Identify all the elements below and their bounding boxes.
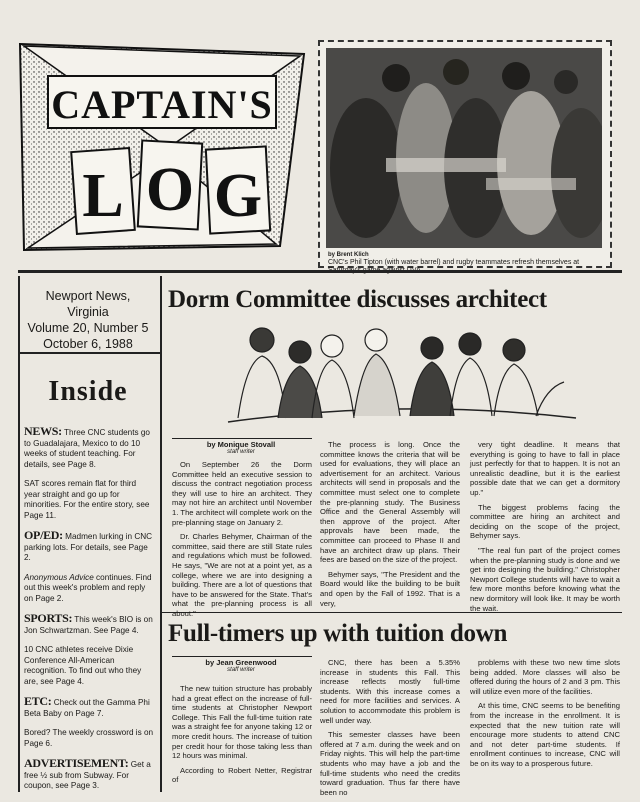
masthead-letter-g: G bbox=[213, 162, 263, 230]
issue-volume: Volume 20, Number 5 bbox=[27, 321, 149, 335]
story1-byline bbox=[174, 440, 308, 455]
masthead-logo bbox=[18, 36, 308, 258]
masthead-letter-l: L bbox=[82, 162, 124, 230]
story1-column-1 bbox=[172, 460, 312, 624]
story1-column-3 bbox=[470, 440, 620, 618]
left-column-border-right bbox=[160, 276, 162, 792]
story2-column-1 bbox=[172, 684, 312, 790]
masthead-title: CAPTAIN'S bbox=[51, 82, 273, 127]
issue-date: October 6, 1988 bbox=[43, 337, 133, 351]
story1-column-2 bbox=[320, 440, 460, 613]
inside-item: 10 CNC athletes receive Dixie Conference All-American recognition. To find out who they are, see Page 4. bbox=[24, 645, 142, 686]
issue-info bbox=[24, 288, 152, 352]
issue-divider bbox=[20, 352, 160, 354]
photo-caption: CNC's Phil Tipton (with water barrel) and rugby teammates refresh themselves at bbox=[328, 259, 580, 266]
story2-role: staff writer bbox=[227, 667, 255, 673]
story2-col1-para: The new tuition structure has probably had a great effect on the increase of full-time students at Christopher Newport College. This Fall the full-time tuition rate was a straight fee for anyone taking 12 or more credit hours. The increase of tuition per credit hour for those taking less than 12 hours was minimal. bbox=[172, 684, 312, 761]
issue-location: Newport News, Virginia bbox=[45, 289, 131, 319]
inside-item: SAT scores remain flat for third year straight and go up for minorities. For the entire story, see Page 11. bbox=[24, 479, 150, 520]
story1-col1-para: Dr. Charles Behymer, Chairman of the committee, said there are still State rules and regulations which must be followed. He says, "We are not at a point yet, as a college, where we are into designing a building. There are a lot of questions that have to be answered for the State. That's what the pre-planning process is all about." bbox=[172, 532, 312, 618]
story2-author: by Jean Greenwood bbox=[205, 658, 277, 667]
story1-col1-para: On September 26 the Dorm Committee held an executive session to discuss the contract negotiation process they will use to hire an architect. They may not hire an architect until November 1. The architect will complete work on the pre-planning stage on January 2. bbox=[172, 460, 312, 527]
story1-col3-para: "The real fun part of the project comes when the pre-planning study is done and we get into designing the building." Christopher Newport College students will have to wait a few more months before knowing what the new dormitory will look like. It may be worth the wait. bbox=[470, 545, 620, 613]
story1-role: staff writer bbox=[227, 449, 255, 455]
story2-col2-para: This semester classes have been offered at 7 a.m. during the week and on Friday nights. This will help the part-time students who may have a job and the full-time students who need the credits toward graduation. Thus far there have been no bbox=[320, 730, 460, 797]
story2-col3-para: problems with these two new time slots being added. More classes will also be offered during the hours of 2 and 3 pm. This will utilize even more of the facilities. bbox=[470, 658, 620, 696]
log-letter-box-l bbox=[71, 148, 135, 234]
story1-col2-para: Behymer says, "The President and the Board would like the building to be built and open by the Fall of 1992. That is a very, bbox=[320, 569, 460, 608]
masthead-divider bbox=[18, 270, 622, 273]
inside-item: ADVERTISEMENT: Get a free ½ sub from Subway. For coupon, see Page 3. bbox=[24, 756, 151, 790]
log-letter-box-o bbox=[138, 140, 202, 229]
story1-col2-para: The process is long. Once the committee knows the criteria that will be used for evaluations, they will place an advertisement for an architect. Various architects will send in proposals and the committee must select one to complete the pre-planning study. The Business Office and the General Assembly will then approve of the project. After approvals have been made, the committee can proceed to Phase II and have an architect draw up plans. Their fees are based on the size of the project. bbox=[320, 440, 460, 565]
rugby-photo-frame bbox=[318, 40, 612, 268]
inside-item: SPORTS: This week's BIO is on Jon Schwartzman. See Page 4. bbox=[24, 611, 153, 635]
story1-col3-para: The biggest problems facing the committee are hiring an architect and deciding on the scope of the project, Behymer says. bbox=[470, 502, 620, 541]
rugby-photo bbox=[326, 48, 602, 248]
story2-headline: Full-timers up with tuition down bbox=[168, 620, 508, 647]
story1-col3-para: very tight deadline. It means that everything is going to have to fall in place just perfectly for that to happen. It is not an unrealistic deadline, but it is the earliest possible date that we can get a dormitory up." bbox=[470, 440, 620, 497]
inside-heading: Inside bbox=[48, 376, 128, 407]
story2-column-3 bbox=[470, 658, 620, 774]
story2-byline bbox=[174, 658, 308, 673]
photo-credit: by Brent Klich bbox=[328, 252, 369, 258]
inside-item: ETC: Check out the Gamma Phi Beta Baby on Page 7. bbox=[24, 694, 150, 718]
inside-item: Anonymous Advice continues. Find out this week's problem and reply on Page 2. bbox=[24, 572, 152, 603]
inside-item: NEWS: Three CNC students go to Guadalajara, Mexico to do 10 weeks of student teaching. For details, see Page 8. bbox=[24, 424, 150, 469]
story2-column-2 bbox=[320, 658, 460, 802]
story2-col1-para: According to Robert Netter, Registrar of bbox=[172, 765, 312, 785]
inside-item: OP/ED: Madmen lurking in CNC parking lots. For details, see Page 2. bbox=[24, 528, 153, 562]
story1-headline: Dorm Committee discusses architect bbox=[168, 286, 547, 313]
masthead-letter-o: O bbox=[145, 156, 195, 224]
inside-list bbox=[24, 426, 154, 801]
story2-col3-para: At this time, CNC seems to be benefiting from the increase in the enrollment. It is expected that the new tuition rate will encourage more students to attend CNC and not deter part-time students. If enrollment continues to increase, CNC will be on its way to a prosperous future. bbox=[470, 701, 620, 768]
story1-author: by Monique Stovall bbox=[206, 440, 276, 449]
story1-byline-rule bbox=[172, 438, 312, 439]
story2-byline-rule bbox=[172, 656, 312, 657]
inside-item: Bored? The weekly crossword is on Page 6. bbox=[24, 728, 154, 748]
committee-illustration bbox=[224, 318, 580, 436]
log-letter-box-g bbox=[206, 146, 270, 233]
story2-col2-para: CNC, there has been a 5.35% increase in students this Fall. This increase reflects mostly full-time students. With this increase comes a need for more facilities and services. A solution to accommodate this problem is well under way. bbox=[320, 658, 460, 725]
